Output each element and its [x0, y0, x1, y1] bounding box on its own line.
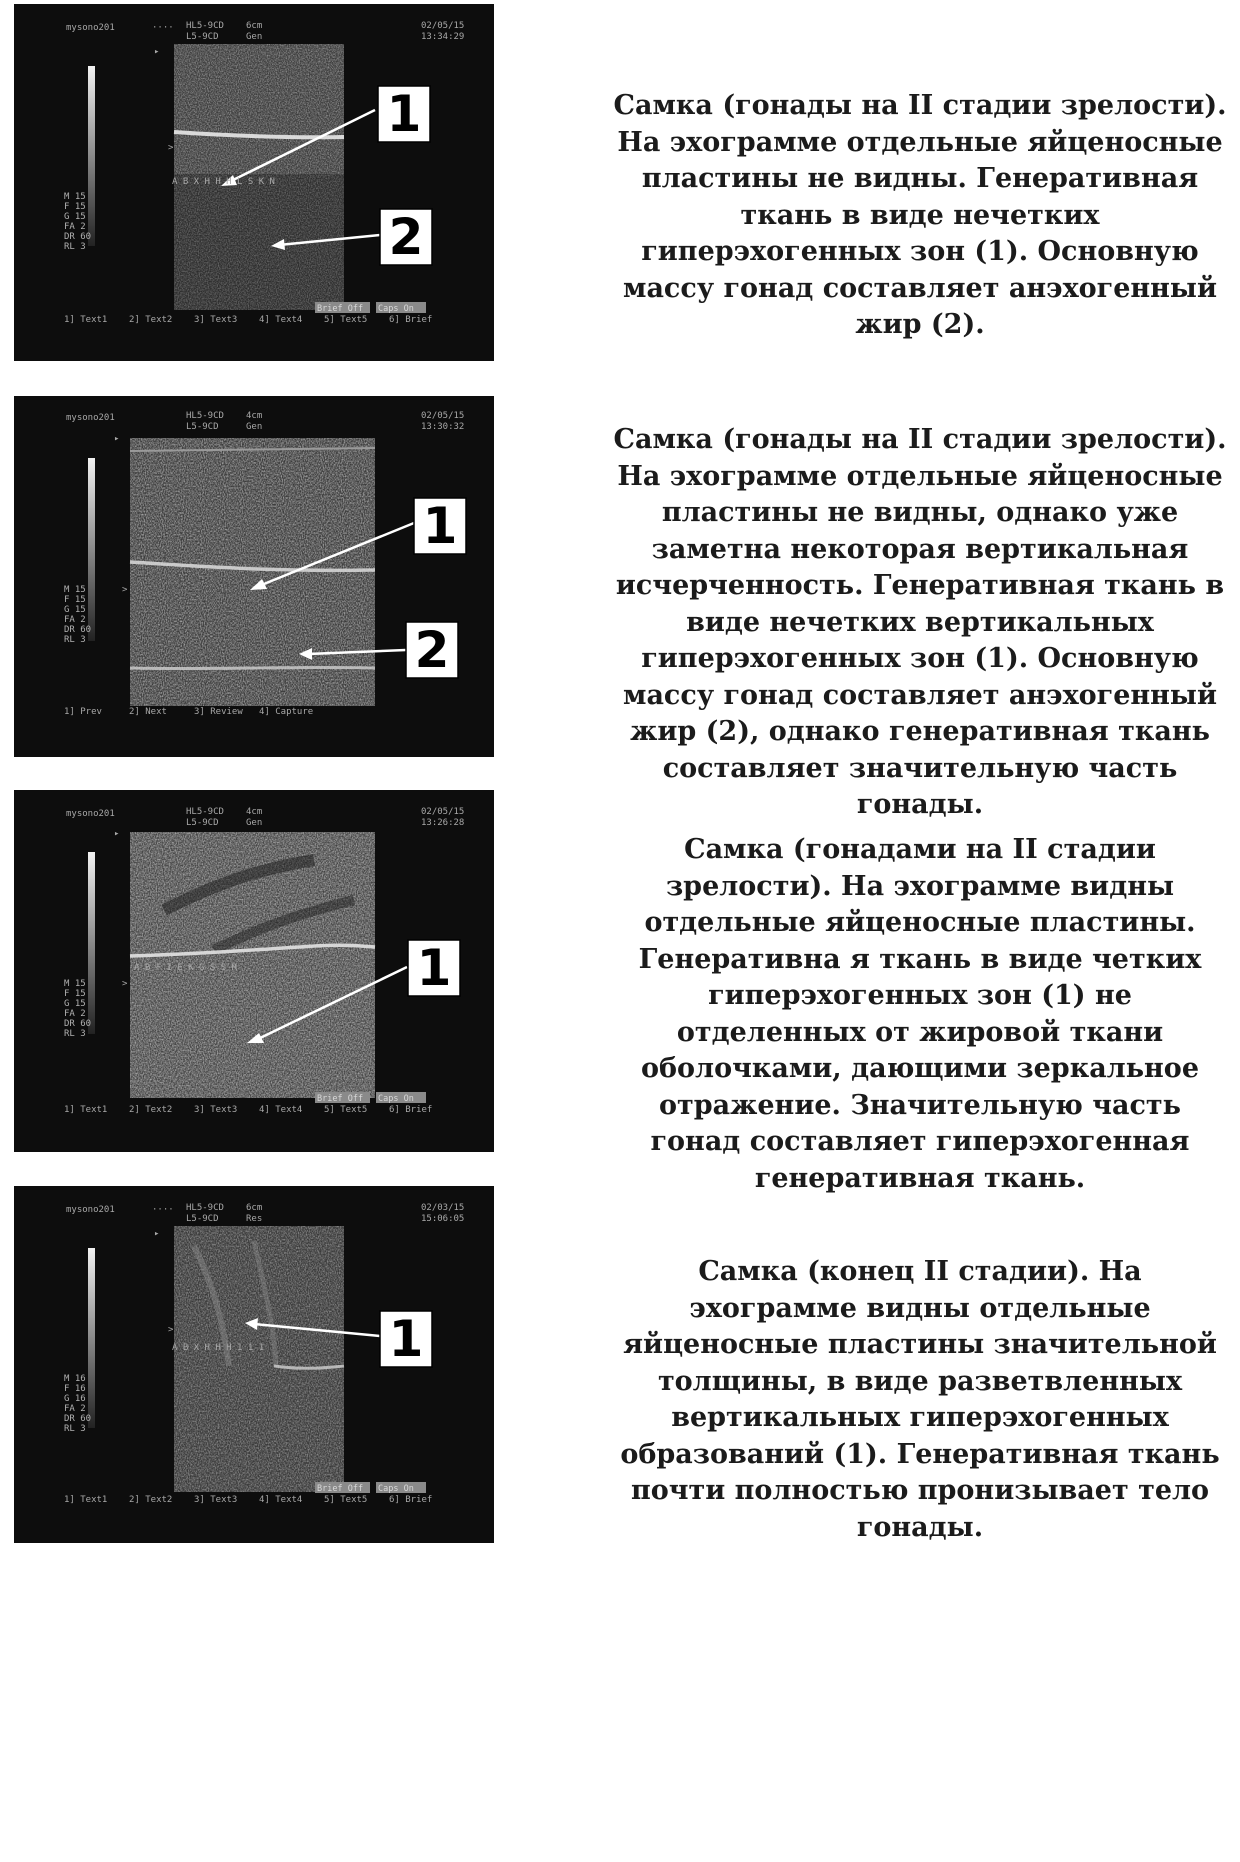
brand-text: mysono201 — [66, 1205, 115, 1215]
depth-text: 4cm — [246, 411, 263, 421]
figure-panel-1 — [0, 0, 1240, 380]
time-text: 13:26:28 — [421, 818, 465, 828]
time-text: 13:30:32 — [421, 422, 465, 432]
date-text: 02/05/15 — [421, 807, 465, 817]
overlay-text: A B X H H H L S K N — [172, 177, 275, 187]
svg-text:>: > — [168, 1325, 174, 1335]
brand-text: mysono201 — [66, 413, 115, 423]
softkey-5: 5] Text5 — [324, 1105, 368, 1115]
depth-text: 6cm — [246, 21, 263, 31]
figure-panel-3 — [0, 780, 1240, 1194]
label-1: 1 — [422, 497, 458, 555]
label-1: 1 — [386, 85, 422, 143]
mode-text: Gen — [246, 422, 263, 432]
svg-text:▸: ▸ — [114, 829, 120, 839]
softkey-1: 1] Text1 — [64, 1495, 108, 1505]
label-1: 1 — [388, 1310, 424, 1368]
softkey-2: 2] Next — [129, 707, 167, 717]
softkey-2: 2] Text2 — [129, 315, 173, 325]
softkey-2: 2] Text2 — [129, 1105, 173, 1115]
date-text: 02/03/15 — [421, 1203, 465, 1213]
param-4: FA 2 — [64, 1009, 86, 1019]
svg-text:▸: ▸ — [154, 47, 160, 57]
depth-text: 4cm — [246, 807, 263, 817]
param-3: G 15 — [64, 212, 86, 222]
dots-text: ···· — [152, 23, 174, 33]
status-badge-caps: Caps On — [378, 1094, 414, 1104]
param-6: RL 3 — [64, 635, 86, 645]
softkey-3: 3] Review — [194, 707, 243, 717]
softkey-2: 2] Text2 — [129, 1495, 173, 1505]
softkey-6: 6] Brief — [389, 315, 433, 325]
label-1: 1 — [416, 939, 452, 997]
param-1: M 15 — [64, 979, 86, 989]
softkey-3: 3] Text3 — [194, 1495, 238, 1505]
status-badge-caps: Caps On — [378, 1484, 414, 1494]
softkey-5: 5] Text5 — [324, 1495, 368, 1505]
brand-text: mysono201 — [66, 809, 115, 819]
softkey-4: 4] Capture — [259, 707, 314, 717]
mode-text: Gen — [246, 32, 263, 42]
overlay-text: A B F I E K G S S R — [134, 963, 237, 973]
param-5: DR 60 — [64, 625, 92, 635]
dots-text: ···· — [152, 1205, 174, 1215]
svg-text:>: > — [122, 585, 128, 595]
status-badge-brief: Brief Off — [317, 304, 364, 314]
overlay-text: A B X H H H 1 1 1 — [172, 1343, 265, 1353]
probe-line2-text: L5-9CD — [186, 422, 219, 432]
caption-text-3: Самка (гонадами на II стадии зрелости). На эхограмме видны отдельные яйценосные пластины. Генеративна я ткань в виде четких гиперэхогенных зон (1) не отделенных от жировой ткани оболочками, дающими зеркальное отражение. Значительную часть гонад составляет гиперэхогенная генеративная ткань. — [638, 834, 1202, 1194]
softkey-3: 3] Text3 — [194, 1105, 238, 1115]
caption-3 — [610, 832, 1230, 1197]
param-5: DR 60 — [64, 232, 92, 242]
param-5: DR 60 — [64, 1019, 92, 1029]
ultrasound-scan-2 — [14, 396, 494, 757]
probe-text: HL5-9CD — [186, 411, 224, 421]
svg-text:>: > — [168, 143, 174, 153]
probe-text: HL5-9CD — [186, 21, 224, 31]
param-3: G 15 — [64, 605, 86, 615]
time-text: 15:06:05 — [421, 1214, 465, 1224]
param-1: M 15 — [64, 585, 86, 595]
figure-panel-2 — [0, 380, 1240, 820]
param-4: FA 2 — [64, 222, 86, 232]
status-badge-caps: Caps On — [378, 304, 414, 314]
caption-text-4: Самка (конец II стадии). На эхограмме видны отдельные яйценосные пластины значительной толщины, в виде разветвленных вертикальных гиперэхогенных образований (1). Генеративная ткань почти полностью пронизывает тело гонады. — [620, 1256, 1220, 1543]
ultrasound-scan-1 — [14, 4, 494, 361]
mode-text: Gen — [246, 818, 263, 828]
probe-text: HL5-9CD — [186, 1203, 224, 1213]
param-3: G 16 — [64, 1394, 86, 1404]
softkey-4: 4] Text4 — [259, 1495, 303, 1505]
status-badge-brief: Brief Off — [317, 1484, 364, 1494]
param-2: F 15 — [64, 202, 86, 212]
param-4: FA 2 — [64, 615, 86, 625]
figure-panel-4 — [0, 1180, 1240, 1862]
softkey-4: 4] Text4 — [259, 315, 303, 325]
probe-line2-text: L5-9CD — [186, 1214, 219, 1224]
ultrasound-scan-4 — [14, 1186, 494, 1543]
softkey-5: 5] Text5 — [324, 315, 368, 325]
softkey-1: 1] Prev — [64, 707, 102, 717]
param-6: RL 3 — [64, 1029, 86, 1039]
caption-4 — [610, 1254, 1230, 1546]
softkey-4: 4] Text4 — [259, 1105, 303, 1115]
param-6: RL 3 — [64, 1424, 86, 1434]
caption-1 — [610, 88, 1230, 344]
param-2: F 15 — [64, 989, 86, 999]
softkey-1: 1] Text1 — [64, 315, 108, 325]
status-badge-brief: Brief Off — [317, 1094, 364, 1104]
param-1: M 15 — [64, 192, 86, 202]
param-3: G 15 — [64, 999, 86, 1009]
label-2: 2 — [414, 621, 450, 679]
date-text: 02/05/15 — [421, 411, 465, 421]
probe-text: HL5-9CD — [186, 807, 224, 817]
mode-text: Res — [246, 1214, 263, 1224]
caption-text-1: Самка (гонады на II стадии зрелости). На эхограмме отдельные яйценосные пластины не видны. Генеративная ткань в виде нечетких гиперэхогенных зон (1). Основную массу гонад составляет анэхогенный жир (2). — [613, 90, 1227, 340]
depth-text: 6cm — [246, 1203, 263, 1213]
probe-line2-text: L5-9CD — [186, 818, 219, 828]
softkey-1: 1] Text1 — [64, 1105, 108, 1115]
softkey-6: 6] Brief — [389, 1105, 433, 1115]
param-1: M 16 — [64, 1374, 86, 1384]
ultrasound-scan-3 — [14, 790, 494, 1152]
caption-text-2: Самка (гонады на II стадии зрелости). На эхограмме отдельные яйценосные пластины не видны, однако уже заметна некоторая вертикальная исчерченность. Генеративная ткань в виде нечетких вертикальных гиперэхогенных зон (1). Основную массу гонад составляет анэхогенный жир (2), однако генеративная ткань составляет значительную часть гонады. — [613, 424, 1227, 820]
param-2: F 15 — [64, 595, 86, 605]
param-6: RL 3 — [64, 242, 86, 252]
svg-text:>: > — [122, 979, 128, 989]
brand-text: mysono201 — [66, 23, 115, 33]
param-2: F 16 — [64, 1384, 86, 1394]
svg-text:▸: ▸ — [154, 1229, 160, 1239]
svg-text:▸: ▸ — [114, 434, 120, 444]
param-5: DR 60 — [64, 1414, 92, 1424]
softkey-3: 3] Text3 — [194, 315, 238, 325]
caption-2 — [610, 422, 1230, 824]
label-2: 2 — [388, 208, 424, 266]
param-4: FA 2 — [64, 1404, 86, 1414]
softkey-6: 6] Brief — [389, 1495, 433, 1505]
date-text: 02/05/15 — [421, 21, 465, 31]
time-text: 13:34:29 — [421, 32, 465, 42]
probe-line2-text: L5-9CD — [186, 32, 219, 42]
